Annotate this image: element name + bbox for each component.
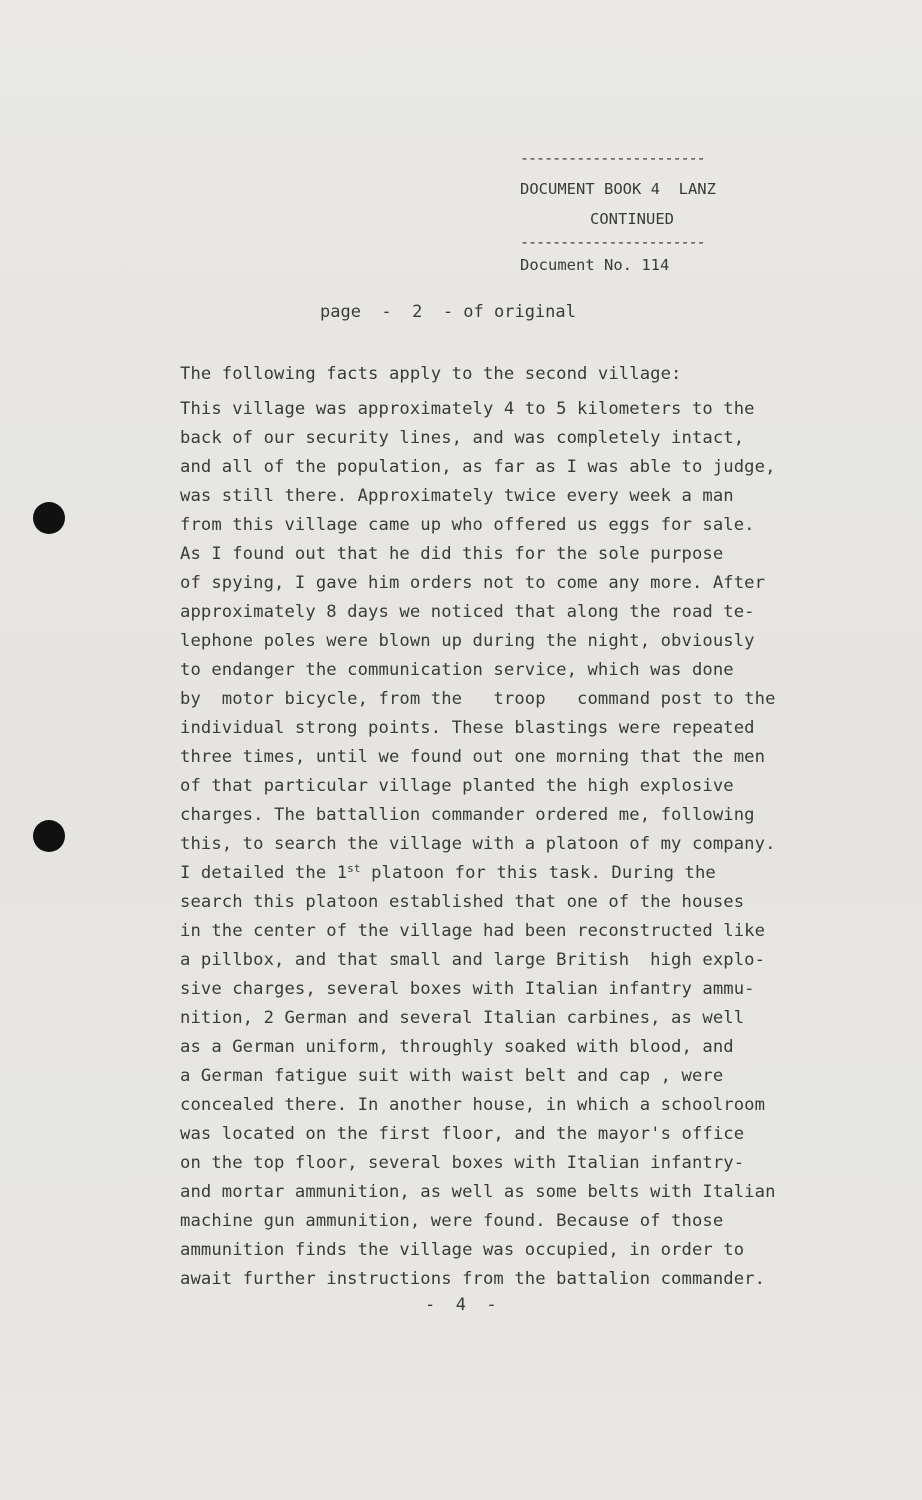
text-line: in the center of the village had been reconstructed like bbox=[180, 921, 766, 941]
text-line: sive charges, several boxes with Italian infantry ammu- bbox=[180, 979, 755, 999]
punch-hole bbox=[33, 502, 65, 534]
text-line: search this platoon established that one of the houses bbox=[180, 892, 745, 912]
text-line: I detailed the 1st platoon for this task. During the bbox=[180, 862, 716, 883]
text-line: from this village came up who offered us eggs for sale. bbox=[180, 515, 755, 535]
text-line: as a German uniform, throughly soaked with blood, and bbox=[180, 1037, 734, 1057]
header-book-line: DOCUMENT BOOK 4 LANZ bbox=[520, 180, 716, 198]
text-line: by motor bicycle, from the troop command post to the bbox=[180, 689, 776, 709]
text-line: was located on the first floor, and the mayor's office bbox=[180, 1124, 745, 1144]
header-rule-bottom: ----------------------- bbox=[520, 234, 705, 250]
text-line: was still there. Approximately twice every week a man bbox=[180, 486, 734, 506]
text-line: a pillbox, and that small and large British high explo- bbox=[180, 950, 766, 970]
text-line: three times, until we found out one morning that the men bbox=[180, 747, 766, 767]
text-line: this, to search the village with a platoon of my company. bbox=[180, 834, 776, 854]
text-line: to endanger the communication service, which was done bbox=[180, 660, 734, 680]
header-continued: CONTINUED bbox=[590, 210, 674, 228]
text-line: charges. The battallion commander ordered me, following bbox=[180, 805, 755, 825]
text-line: machine gun ammunition, were found. Because of those bbox=[180, 1211, 724, 1231]
text-line: approximately 8 days we noticed that along the road te- bbox=[180, 602, 755, 622]
page-reference: page - 2 - of original bbox=[320, 302, 576, 322]
text-line: of spying, I gave him orders not to come any more. After bbox=[180, 573, 766, 593]
text-line: await further instructions from the battalion commander. bbox=[180, 1269, 766, 1289]
text-line: a German fatigue suit with waist belt and cap , were bbox=[180, 1066, 724, 1086]
body-text bbox=[180, 360, 880, 1294]
text-line: As I found out that he did this for the sole purpose bbox=[180, 544, 724, 564]
text-line: and mortar ammunition, as well as some belts with Italian bbox=[180, 1182, 776, 1202]
text-line: back of our security lines, and was completely intact, bbox=[180, 428, 745, 448]
page-number: - 4 - bbox=[425, 1295, 497, 1315]
text-line: nition, 2 German and several Italian carbines, as well bbox=[180, 1008, 745, 1028]
text-line: This village was approximately 4 to 5 kilometers to the bbox=[180, 399, 755, 419]
text-line: ammunition finds the village was occupied, in order to bbox=[180, 1240, 745, 1260]
intro-line: The following facts apply to the second village: bbox=[180, 364, 682, 384]
text-line: of that particular village planted the high explosive bbox=[180, 776, 734, 796]
document-header bbox=[520, 150, 782, 280]
punch-hole bbox=[33, 820, 65, 852]
text-line: concealed there. In another house, in which a schoolroom bbox=[180, 1095, 766, 1115]
text-line: individual strong points. These blastings were repeated bbox=[180, 718, 755, 738]
text-line: on the top floor, several boxes with Italian infantry- bbox=[180, 1153, 745, 1173]
text-line: and all of the population, as far as I was able to judge, bbox=[180, 457, 776, 477]
header-rule-top: ----------------------- bbox=[520, 150, 705, 166]
document-number: Document No. 114 bbox=[520, 256, 670, 274]
text-line: lephone poles were blown up during the night, obviously bbox=[180, 631, 755, 651]
paragraph bbox=[180, 395, 880, 1294]
